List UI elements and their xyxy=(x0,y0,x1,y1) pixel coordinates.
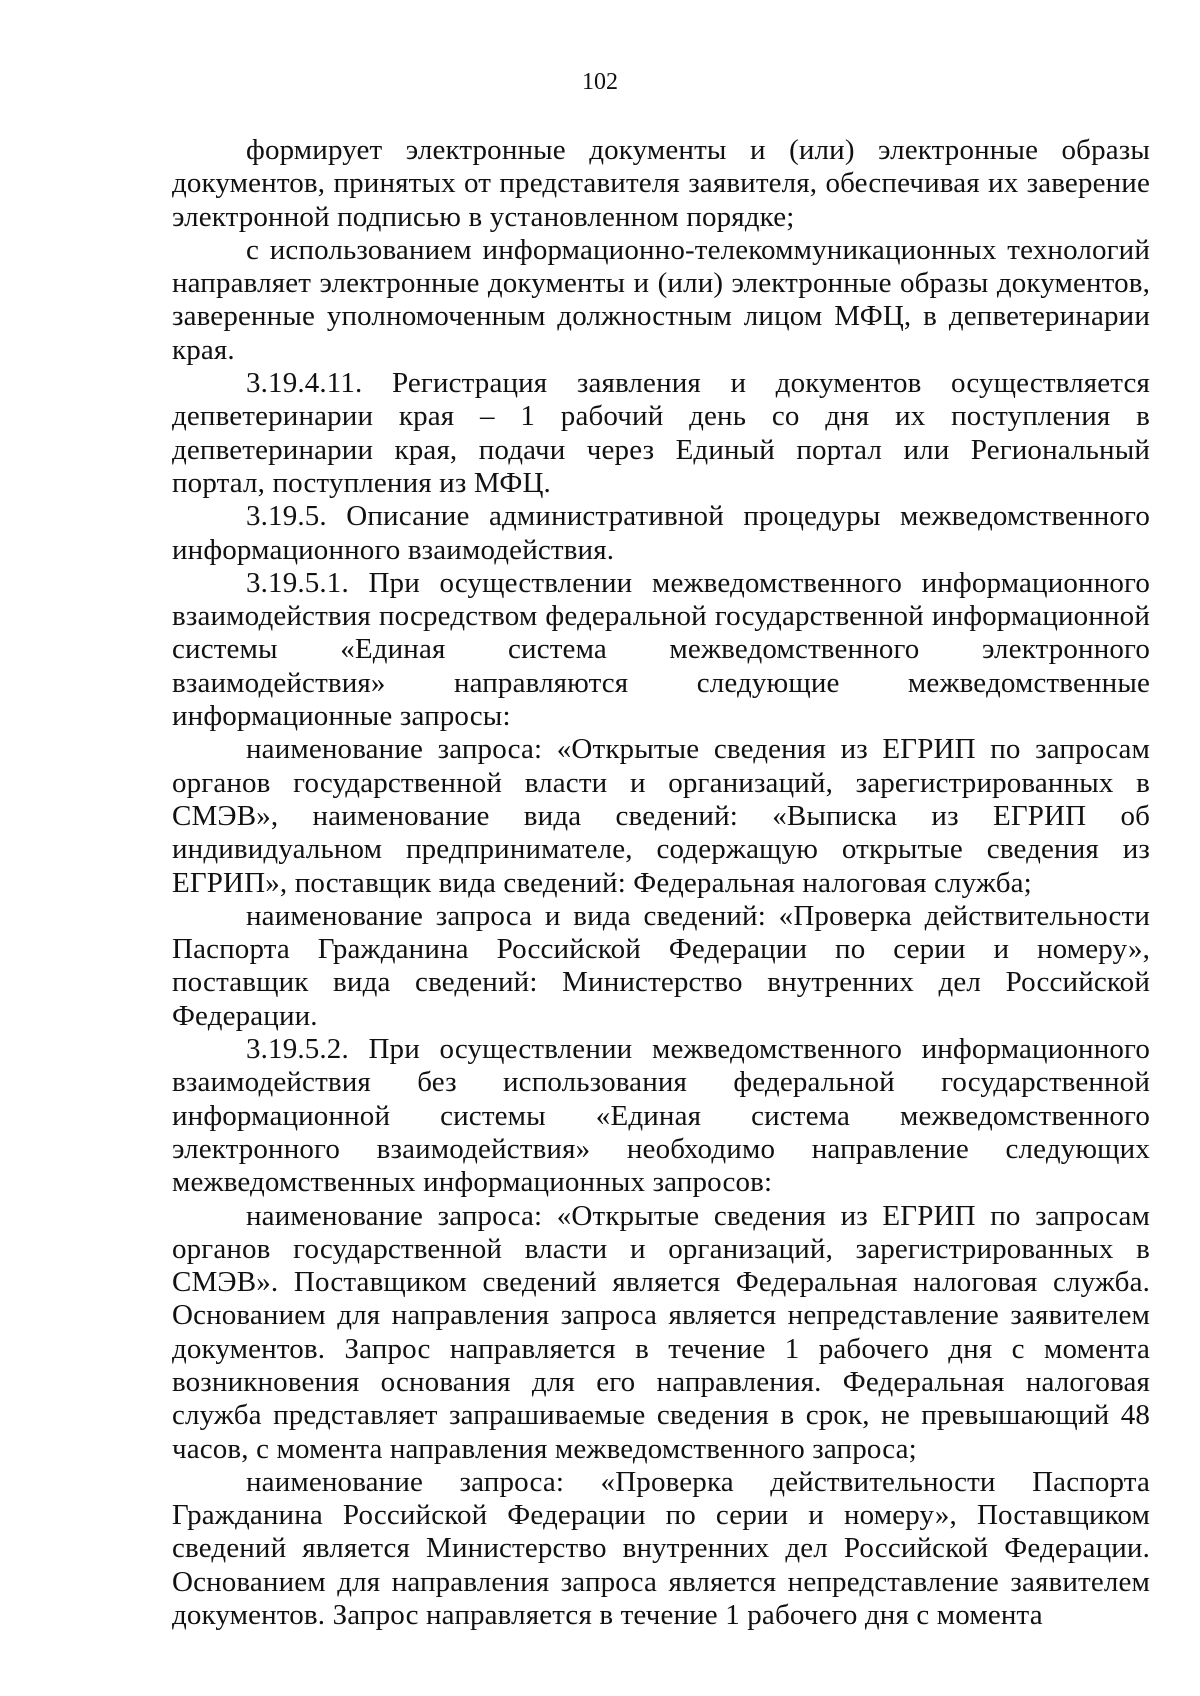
page-number: 102 xyxy=(582,69,618,95)
paragraph-3-19-4-11: 3.19.4.11. Регистрация заявления и документов осуществляется депветеринарии края – 1 рабочий день со дня их поступления в депветеринарии края, подачи через Единый портал или Региональный портал, поступления из МФЦ. xyxy=(172,367,1150,499)
paragraph-3-19-5: 3.19.5. Описание административной процедуры межведомственного информационного взаимодействия. xyxy=(172,500,1150,566)
paragraph-passport-request: наименование запроса и вида сведений: «Проверка действительности Паспорта Гражданина Российской Федерации по серии и номеру», поставщик вида сведений: Министерство внутренних дел Российской Федерации. xyxy=(172,899,1150,1032)
paragraph-egrip-request-manual: наименование запроса: «Открытые сведения из ЕГРИП по запросам органов государственной власти и организаций, зарегистрированных в СМЭВ». Поставщиком сведений является Федеральная налоговая служба. Основанием для направления запроса является непредставление заявителем документов. Запрос направляется в течение 1 рабочего дня с момента возникновения основания для его направления. Федеральная налоговая служба представляет запрашиваемые сведения в срок, не превышающий 48 часов, с момента направления межведомственного запроса; xyxy=(172,1199,1150,1465)
paragraph-forming-documents: формирует электронные документы и (или) электронные образы документов, принятых от представителя заявителя, обеспечивая их заверение электронной подписью в установленном порядке; xyxy=(172,134,1150,233)
paragraph-egrip-request: наименование запроса: «Открытые сведения из ЕГРИП по запросам органов государственной власти и организаций, зарегистрированных в СМЭВ», наименование вида сведений: «Выписка из ЕГРИП об индивидуальном предпринимателе, содержащую открытые сведения из ЕГРИП», поставщик вида сведений: Федеральная налоговая служба; xyxy=(172,733,1150,899)
paragraph-sending-documents: с использованием информационно-телекоммуникационных технологий направляет электронные документы и (или) электронные образы документов, заверенные уполномоченным должностным лицом МФЦ, в депветеринарии края. xyxy=(172,233,1150,366)
paragraph-passport-request-manual: наименование запроса: «Проверка действительности Паспорта Гражданина Российской Федерации по серии и номеру», Поставщиком сведений является Министерство внутренних дел Российской Федерации. Основанием для направления запроса является непредставление заявителем документов. Запрос направляется в течение 1 рабочего дня с момента xyxy=(172,1465,1150,1632)
document-body xyxy=(172,134,1150,1632)
paragraph-3-19-5-2: 3.19.5.2. При осуществлении межведомственного информационного взаимодействия без использования федеральной государственной информационной системы «Единая система межведомственного электронного взаимодействия» необходимо направление следующих межведомственных информационных запросов: xyxy=(172,1033,1150,1199)
paragraph-3-19-5-1: 3.19.5.1. При осуществлении межведомственного информационного взаимодействия посредством федеральной государственной информационной системы «Единая система межведомственного электронного взаимодействия» направляются следующие межведомственные информационные запросы: xyxy=(172,566,1150,733)
